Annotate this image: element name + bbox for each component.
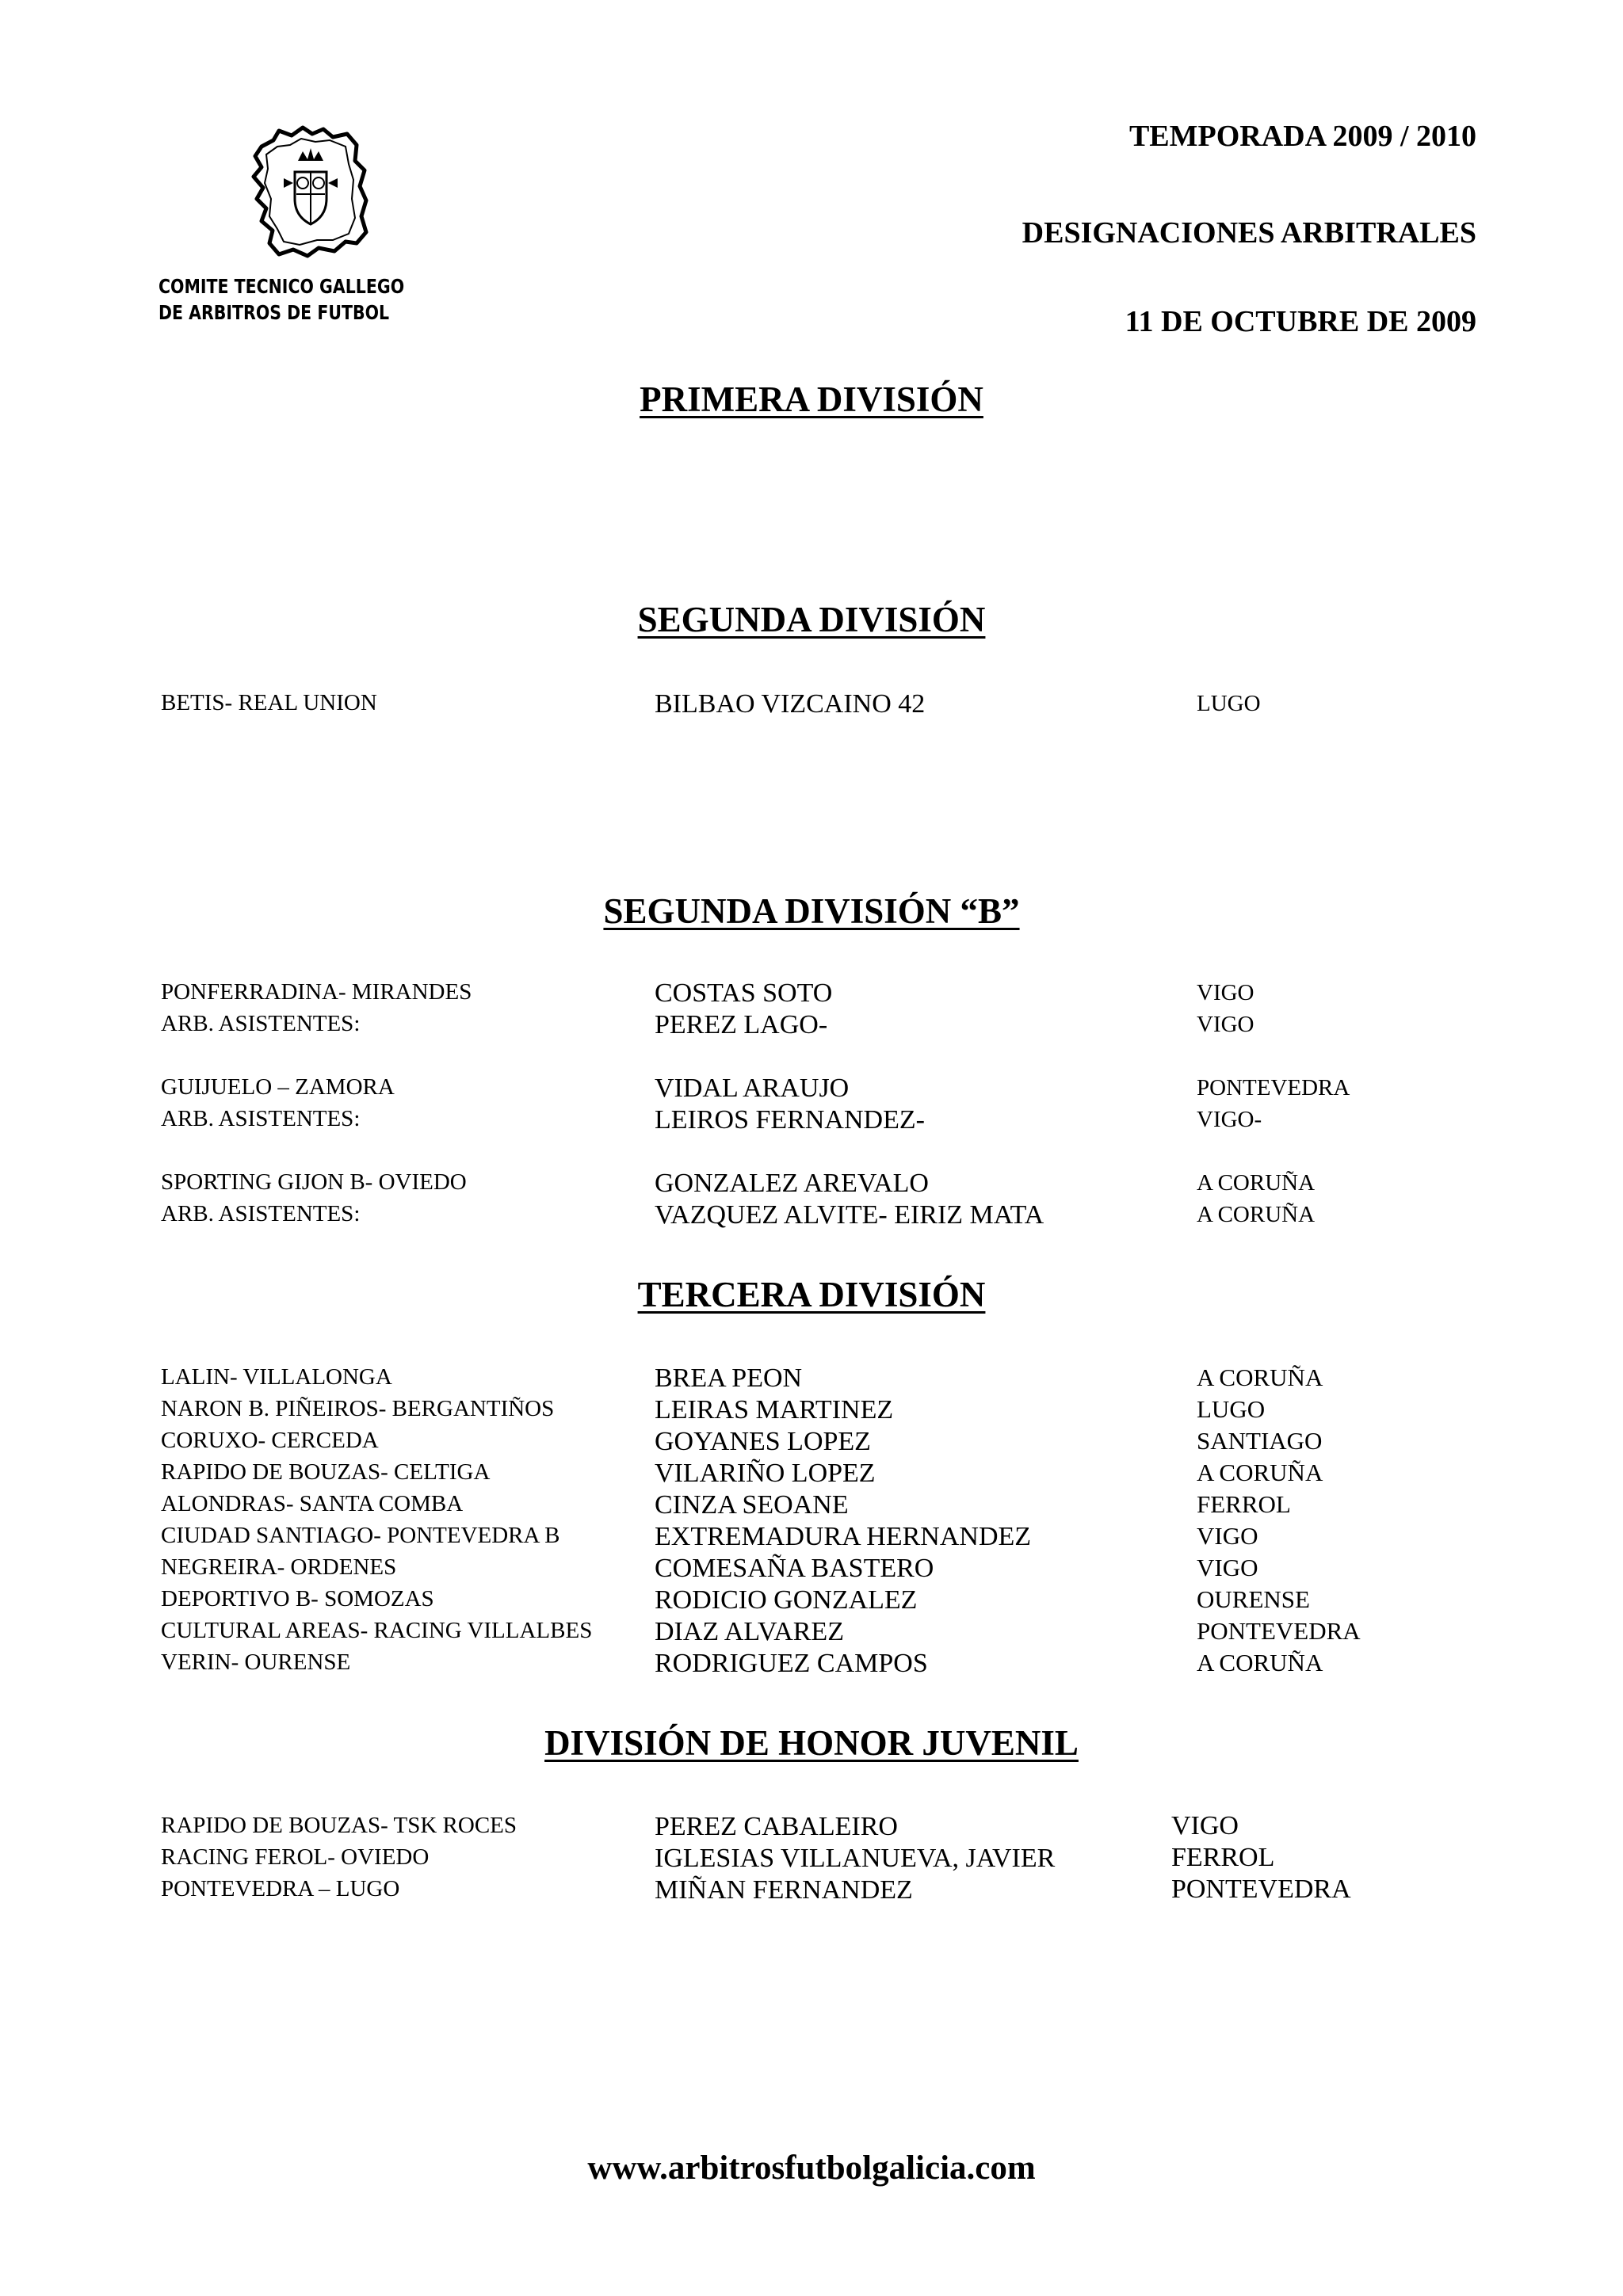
- match: NEGREIRA- ORDENES: [161, 1554, 397, 1580]
- designation-date: 11 DE OCTUBRE DE 2009: [1125, 305, 1476, 338]
- referee: RODICIO GONZALEZ: [655, 1585, 918, 1615]
- location: A CORUÑA: [1197, 1202, 1316, 1227]
- match: VERIN- OURENSE: [161, 1650, 351, 1675]
- location: VIGO: [1197, 1554, 1258, 1581]
- list-item: [0, 1583, 1623, 1615]
- list-item: [0, 1456, 1623, 1488]
- location: VIGO: [1171, 1811, 1239, 1840]
- location: VIGO: [1197, 1522, 1258, 1550]
- location: PONTEVEDRA: [1197, 1075, 1350, 1100]
- list-item: [0, 1551, 1623, 1583]
- logo-wordmark: [158, 273, 405, 326]
- referee: COMESAÑA BASTERO: [655, 1554, 934, 1583]
- list-item: [0, 1841, 1623, 1873]
- list-item: [0, 1810, 1623, 1841]
- location: FERROL: [1197, 1490, 1291, 1518]
- list-item: [0, 976, 1623, 1008]
- list-item: [0, 1615, 1623, 1646]
- location: A CORUÑA: [1197, 1459, 1323, 1486]
- logo-line-2: DE ARBITROS DE FUTBOL: [158, 301, 390, 324]
- list-item: [0, 1488, 1623, 1520]
- match: PONFERRADINA- MIRANDES: [161, 979, 472, 1005]
- section-title-tercera: TERCERA DIVISIÓN: [637, 1275, 986, 1314]
- list-item: [0, 1008, 1623, 1039]
- match: GUIJUELO – ZAMORA: [161, 1074, 395, 1100]
- referee: COSTAS SOTO: [655, 978, 833, 1008]
- segunda-b-rows: [0, 976, 1623, 1230]
- referee: GOYANES LOPEZ: [655, 1427, 871, 1456]
- referee: GONZALEZ AREVALO: [655, 1169, 929, 1198]
- referee: EXTREMADURA HERNANDEZ: [655, 1522, 1032, 1551]
- list-item: [0, 1425, 1623, 1456]
- referee: MIÑAN FERNANDEZ: [655, 1875, 913, 1905]
- referee: DIAZ ALVAREZ: [655, 1617, 844, 1646]
- referee: VAZQUEZ ALVITE- EIRIZ MATA: [655, 1200, 1044, 1230]
- referee: VILARIÑO LOPEZ: [655, 1459, 876, 1488]
- referee: CINZA SEOANE: [655, 1490, 849, 1520]
- referee: LEIRAS MARTINEZ: [655, 1395, 894, 1425]
- galicia-map-seal-icon: [230, 123, 388, 265]
- match: CULTURAL AREAS- RACING VILLALBES: [161, 1618, 593, 1643]
- location: VIGO: [1197, 1012, 1254, 1037]
- referee: BREA PEON: [655, 1363, 803, 1393]
- match: NARON B. PIÑEIROS- BERGANTIÑOS: [161, 1396, 555, 1421]
- match: CORUXO- CERCEDA: [161, 1428, 379, 1453]
- location: OURENSE: [1197, 1585, 1310, 1613]
- location: LUGO: [1197, 1395, 1266, 1423]
- tercera-rows: [0, 1361, 1623, 1678]
- location: PONTEVEDRA: [1197, 1617, 1361, 1645]
- match: ARB. ASISTENTES:: [161, 1106, 361, 1131]
- segunda-rows: [0, 687, 1623, 719]
- match: CIUDAD SANTIAGO- PONTEVEDRA B: [161, 1523, 560, 1548]
- list-item: [0, 1393, 1623, 1425]
- website-link[interactable]: www.arbitrosfutbolgalicia.com: [587, 2149, 1036, 2187]
- section-title-segunda: SEGUNDA DIVISIÓN: [637, 600, 986, 639]
- location: VIGO-: [1197, 1107, 1262, 1132]
- match: LALIN- VILLALONGA: [161, 1364, 392, 1390]
- logo-line-1: COMITE TECNICO GALLEGO: [158, 275, 405, 298]
- list-item: [0, 1646, 1623, 1678]
- list-item: [0, 1520, 1623, 1551]
- referee: BILBAO VIZCAINO 42: [655, 689, 926, 719]
- match: PONTEVEDRA – LUGO: [161, 1876, 400, 1901]
- section-title-segunda-b: SEGUNDA DIVISIÓN “B”: [603, 891, 1020, 931]
- location: A CORUÑA: [1197, 1649, 1323, 1676]
- referee: LEIROS FERNANDEZ-: [655, 1105, 925, 1135]
- location: VIGO: [1197, 980, 1254, 1005]
- list-item: [0, 1103, 1623, 1135]
- list-item: [0, 1198, 1623, 1230]
- match: RAPIDO DE BOUZAS- TSK ROCES: [161, 1813, 517, 1838]
- list-item: [0, 1361, 1623, 1393]
- season-label: TEMPORADA 2009 / 2010: [1128, 120, 1476, 153]
- location: FERROL: [1171, 1843, 1275, 1872]
- list-item: [0, 1071, 1623, 1103]
- match: ARB. ASISTENTES:: [161, 1201, 361, 1226]
- document-title: DESIGNACIONES ARBITRALES: [1022, 216, 1476, 250]
- match: ALONDRAS- SANTA COMBA: [161, 1491, 464, 1516]
- referee: PEREZ CABALEIRO: [655, 1812, 898, 1841]
- location: LUGO: [1197, 691, 1261, 716]
- referee: PEREZ LAGO-: [655, 1010, 828, 1039]
- location: PONTEVEDRA: [1171, 1875, 1351, 1904]
- referee: RODRIGUEZ CAMPOS: [655, 1649, 928, 1678]
- match: RAPIDO DE BOUZAS- CELTIGA: [161, 1459, 491, 1485]
- match: ARB. ASISTENTES:: [161, 1011, 361, 1036]
- match: RACING FEROL- OVIEDO: [161, 1844, 430, 1870]
- list-item: [0, 1166, 1623, 1198]
- match: SPORTING GIJON B- OVIEDO: [161, 1169, 467, 1195]
- location: A CORUÑA: [1197, 1170, 1316, 1196]
- location: A CORUÑA: [1197, 1363, 1323, 1391]
- committee-logo: [158, 123, 444, 349]
- list-item: [0, 1873, 1623, 1905]
- juvenil-rows: [0, 1810, 1623, 1905]
- section-title-primera: PRIMERA DIVISIÓN: [640, 379, 983, 419]
- match: BETIS- REAL UNION: [161, 690, 377, 715]
- list-item: [0, 687, 1623, 719]
- location: SANTIAGO: [1197, 1427, 1323, 1455]
- section-title-juvenil: DIVISIÓN DE HONOR JUVENIL: [544, 1723, 1079, 1763]
- referee: IGLESIAS VILLANUEVA, JAVIER: [655, 1844, 1056, 1873]
- referee: VIDAL ARAUJO: [655, 1074, 850, 1103]
- match: DEPORTIVO B- SOMOZAS: [161, 1586, 434, 1611]
